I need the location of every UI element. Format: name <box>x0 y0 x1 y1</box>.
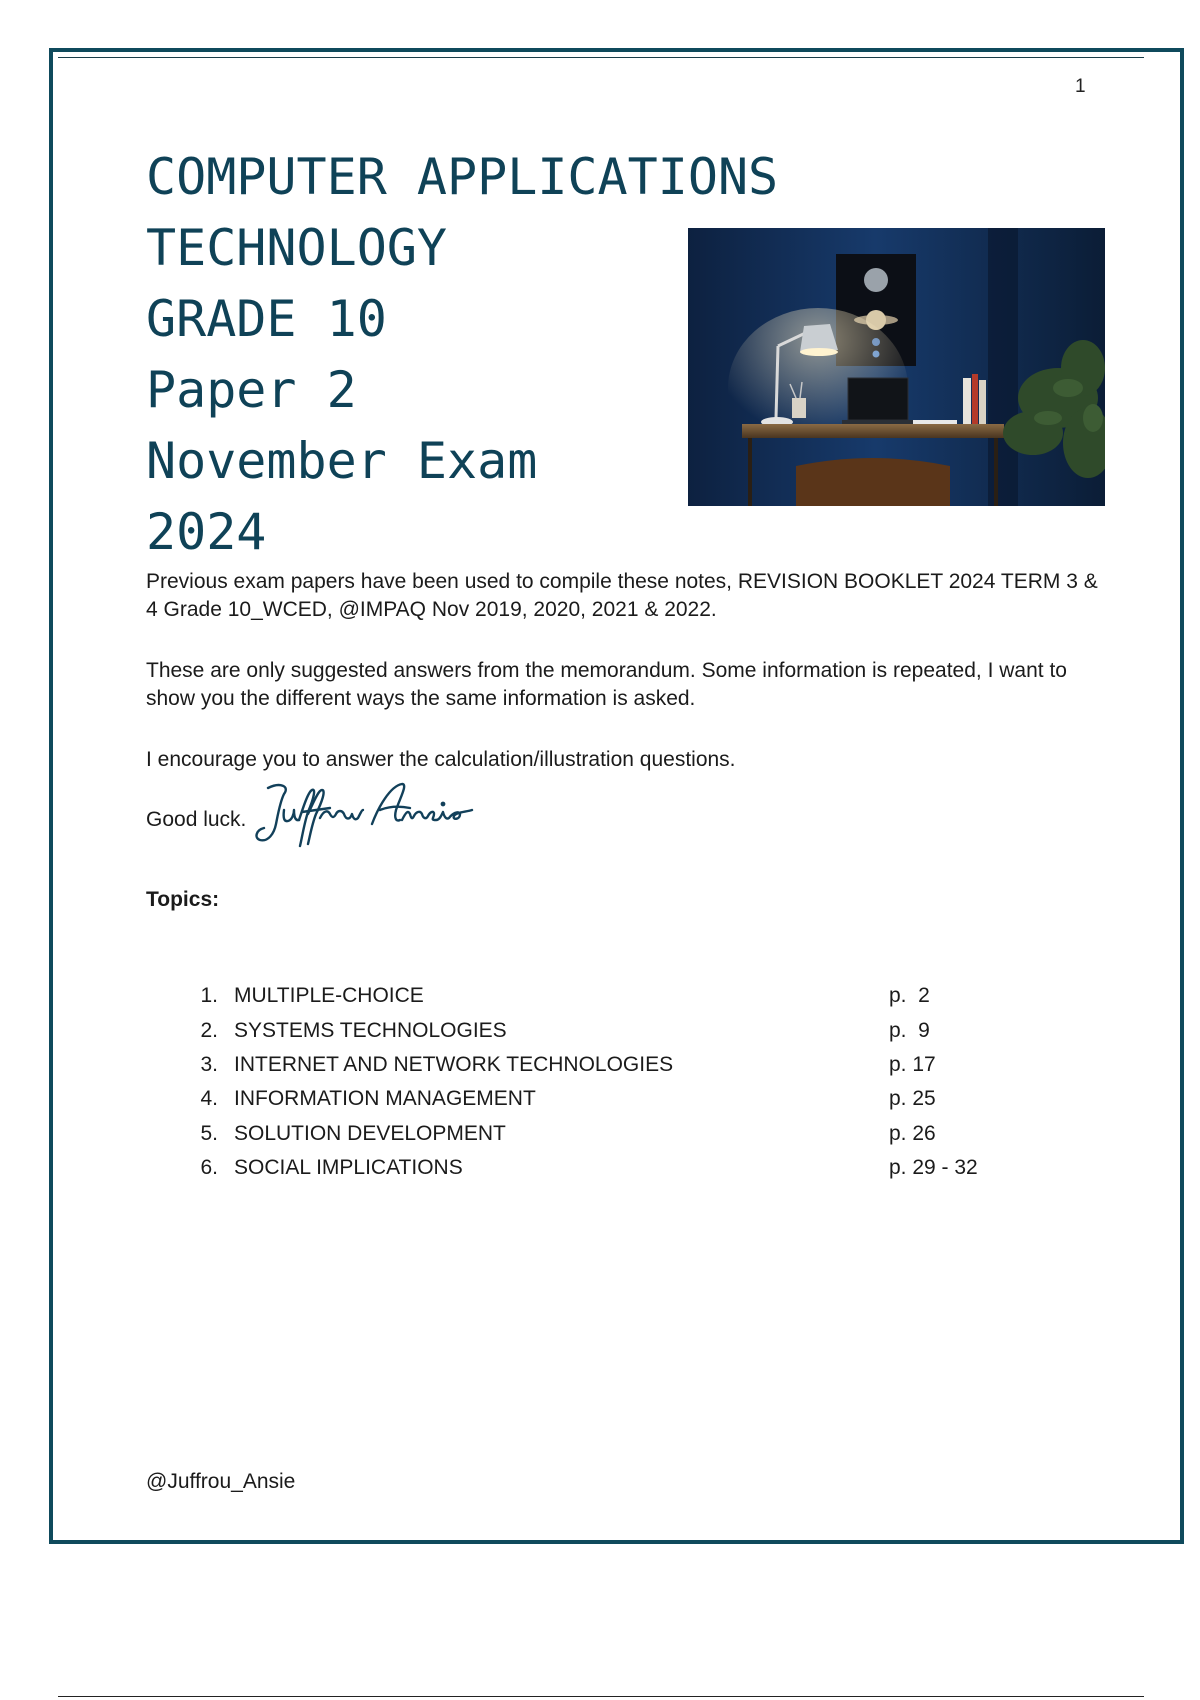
toc-number: 1. <box>200 984 218 1008</box>
title-line: Paper 2 <box>146 361 357 419</box>
toc-item <box>180 1151 1020 1185</box>
toc-item <box>180 1082 1020 1116</box>
toc-page: p. 17 <box>889 1052 936 1076</box>
intro-paragraph: Previous exam papers have been used to compile these notes, REVISION BOOKLET 2024 TERM 3 & 4 Grade 10_WCED, @IMPAQ Nov 2019, 2020, 2021 & 2022. <box>146 570 1098 621</box>
toc-title: SOLUTION DEVELOPMENT <box>234 1121 506 1145</box>
title-line: COMPUTER APPLICATIONS <box>146 148 779 206</box>
topics-heading: Topics: <box>146 888 220 911</box>
toc-item <box>180 979 1020 1013</box>
intro-paragraph: I encourage you to answer the calculation/illustration questions. <box>146 748 736 771</box>
good-luck-line <box>146 780 480 850</box>
toc-title: SOCIAL IMPLICATIONS <box>234 1156 463 1180</box>
title-line: GRADE 10 <box>146 290 387 348</box>
toc-number: 3. <box>200 1052 218 1076</box>
toc-item <box>180 1013 1020 1047</box>
toc-number: 4. <box>200 1087 218 1111</box>
intro-text <box>146 568 1106 807</box>
title-line: TECHNOLOGY <box>146 219 448 277</box>
toc-number: 6. <box>200 1156 218 1180</box>
table-of-contents <box>180 979 1020 1185</box>
toc-title: INFORMATION MANAGEMENT <box>234 1087 536 1111</box>
good-luck-text: Good luck. <box>146 808 247 831</box>
title-line: November Exam <box>146 432 538 490</box>
toc-number: 5. <box>200 1121 218 1145</box>
toc-page: p. 25 <box>889 1087 936 1111</box>
toc-title: MULTIPLE-CHOICE <box>234 984 424 1008</box>
toc-page: p. 9 <box>889 1018 930 1042</box>
document-title <box>146 142 778 568</box>
intro-paragraph: These are only suggested answers from the memorandum. Some information is repeated, I want to show you the different ways the same information is asked. <box>146 659 1067 710</box>
footer-handle: @Juffrou_Ansie <box>146 1470 296 1493</box>
next-page-rule <box>58 1696 1144 1697</box>
top-rule <box>58 57 1144 58</box>
page-number: 1 <box>1075 76 1086 97</box>
toc-page: p. 2 <box>889 984 930 1008</box>
toc-page: p. 29 - 32 <box>889 1156 978 1180</box>
desk-photo <box>688 228 1105 506</box>
toc-item <box>180 1048 1020 1082</box>
toc-item <box>180 1117 1020 1151</box>
toc-page: p. 26 <box>889 1121 936 1145</box>
toc-title: INTERNET AND NETWORK TECHNOLOGIES <box>234 1052 674 1076</box>
title-line: 2024 <box>146 503 267 561</box>
toc-title: SYSTEMS TECHNOLOGIES <box>234 1018 507 1042</box>
signature <box>250 780 480 850</box>
toc-number: 2. <box>200 1018 218 1042</box>
